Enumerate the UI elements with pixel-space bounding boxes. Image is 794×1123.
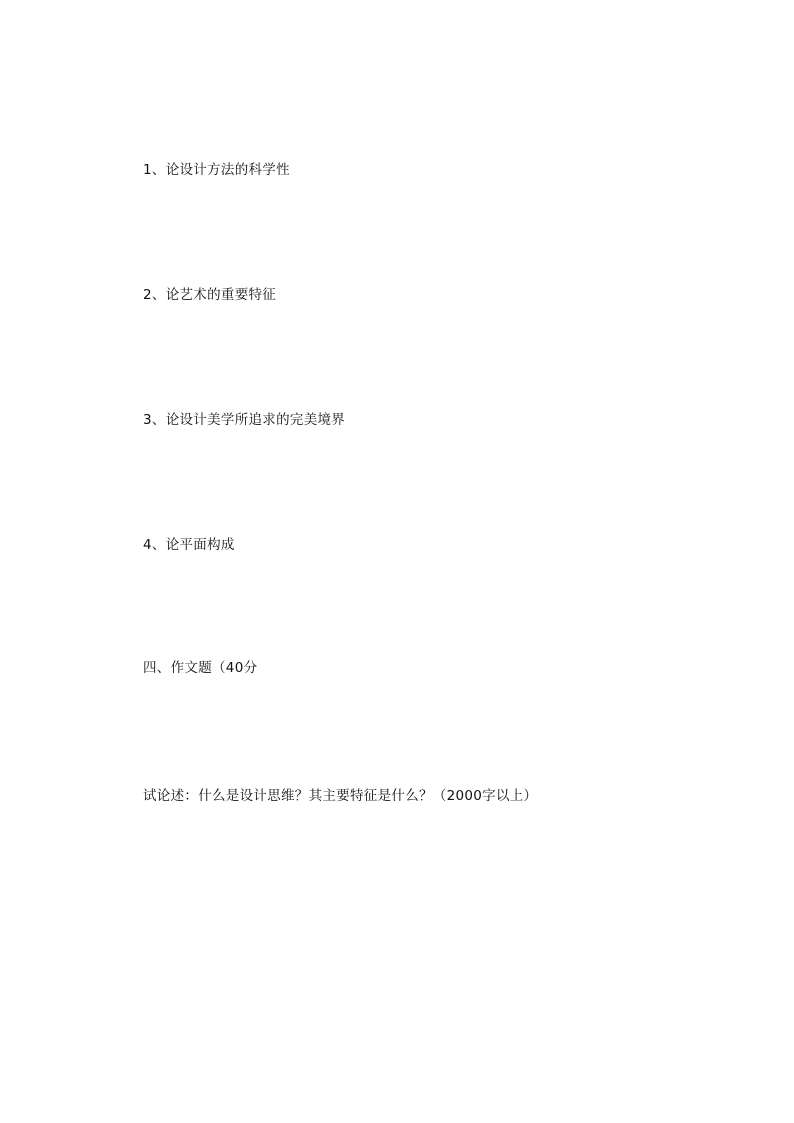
question-item-4: 4、论平面构成 (143, 537, 235, 553)
question-item-1: 1、论设计方法的科学性 (143, 162, 290, 178)
document-body (143, 0, 663, 806)
essay-prompt: 试论述：什么是设计思维？其主要特征是什么？（2000字以上） (143, 788, 538, 804)
question-item-2: 2、论艺术的重要特征 (143, 287, 277, 303)
question-item-3: 3、论设计美学所追求的完美境界 (143, 412, 346, 428)
section-heading-four: 四、作文题（40分 (143, 660, 258, 676)
